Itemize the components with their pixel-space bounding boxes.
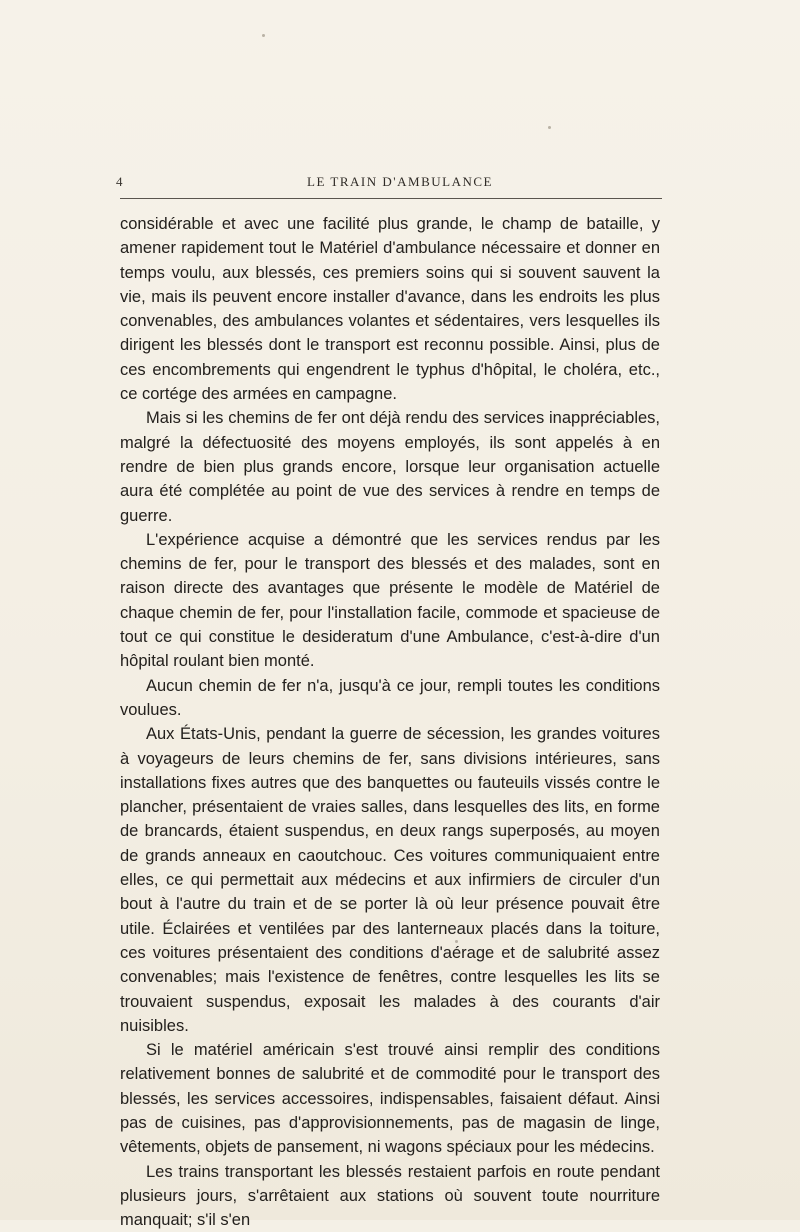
page-number: 4 — [116, 174, 123, 189]
paragraph: Si le matériel américain s'est trouvé ainsi remplir des conditions relativement bonnes de salubrité et de commodité pour le transport des blessés, les services accessoires, indispensables, faisaient défaut. Ainsi pas de cuisines, pas d'approvisionnements, pas de magasin de linge, vêtements, objets de pansement, ni wagons spéciaux pour les médecins. — [120, 1041, 660, 1157]
paragraph: Aux États-Unis, pendant la guerre de sécession, les grandes voitures à voyageurs de leurs chemins de fer, sans divisions intérieures, sans installations fixes autres que des banquettes ou fauteuils vissés contre le plancher, présentaient de vraies salles, dans lesquelles des lits, en forme de brancards, étaient suspendus, en deux rangs superposés, au moyen de grands anneaux en caoutchouc. Ces voitures communiquaient entre elles, ce qui permettait aux médecins et aux infirmiers de circuler d'un bout à l'autre du train et de se porter là où leur présence pouvait être utile. Éclairées et ventilées par des lanterneaux placés dans la toiture, ces voitures présentaient des conditions d'aérage et de salubrité assez convenables; mais l'existence de fenêtres, contre lesquelles les lits se trouvaient suspendus, exposait les malades à des courants d'air nuisibles. — [120, 725, 660, 1035]
paper-speck — [548, 126, 551, 129]
running-title: LE TRAIN D'AMBULANCE — [307, 174, 493, 189]
paragraph: L'expérience acquise a démontré que les services rendus par les chemins de fer, pour le transport des blessés et des malades, sont en raison directe des avantages que présente le modèle de Matériel de chaque chemin de fer, pour l'installation facile, commode et spacieuse de tout ce qui constitue le desideratum d'une Ambulance, c'est-à-dire d'un hôpital roulant bien monté. — [120, 530, 660, 671]
paragraph: Mais si les chemins de fer ont déjà rendu des services inappréciables, malgré la défectuosité des moyens employés, ils sont appelés à en rendre de bien plus grands encore, lorsque leur organisation actuelle aura été complétée au point de vue des services à rendre en temps de guerre. — [120, 409, 660, 525]
header-rule — [120, 198, 662, 199]
paragraph: considérable et avec une facilité plus grande, le champ de bataille, y amener rapidement tout le Matériel d'ambulance nécessaire et donner en temps voulu, aux blessés, ces premiers soins qui si souvent sauvent la vie, mais ils peuvent encore installer d'avance, dans les endroits les plus convenables, des ambulances volantes et sédentaires, vers lesquelles ils dirigent les blessés dont le transport est reconnu possible. Ainsi, plus de ces encombrements qui engendrent le typhus d'hôpital, le choléra, etc., ce cortége des armées en campagne. — [120, 215, 660, 404]
paragraph: Les trains transportant les blessés restaient parfois en route pendant plusieurs jours, s'arrêtaient aux stations où souvent toute nourriture manquait; s'il s'en — [120, 1162, 660, 1230]
paragraph: Aucun chemin de fer n'a, jusqu'à ce jour, rempli toutes les conditions voulues. — [120, 676, 660, 719]
body-text — [120, 212, 660, 1232]
paper-speck — [262, 34, 265, 37]
